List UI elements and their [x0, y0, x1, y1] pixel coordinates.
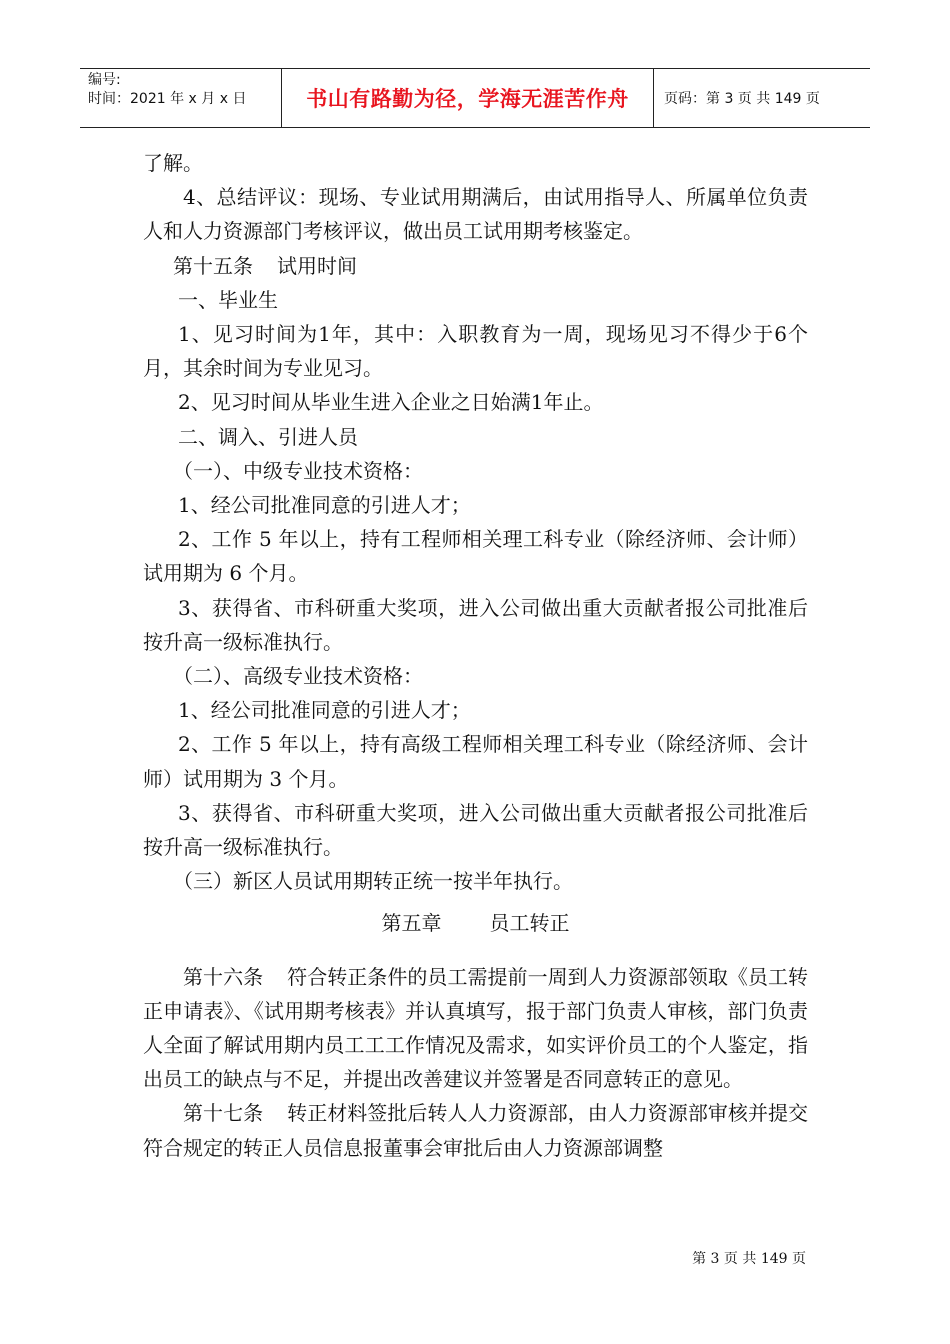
header-motto: 书山有路勤为径，学海无涯苦作舟 — [282, 69, 654, 127]
subsection-heading: （二）、高级专业技术资格： — [173, 664, 423, 689]
paragraph: 1、见习时间为1年，其中：入职教育为一周，现场见习不得少于6个月，其余时间为专业见习。 — [143, 322, 808, 381]
paragraph: 3、获得省、市科研重大奖项，进入公司做出重大贡献者报公司批准后按升高一级标准执行。 — [143, 800, 808, 860]
article-number: 第十五条 — [173, 253, 253, 278]
paragraph: （三）新区人员试用期转正统一按半年执行。 — [173, 869, 573, 894]
article-text: 符合转正条件的员工需提前一周到人力资源部领取《员工转正申请表》、《试用期考核表》并认真填写，报于部门负责人审核，部门负责人全面了解试用期内员工工工作情况及需求，如实评价员工的个人鉴定，指出员工的缺点与不足，并提出改善建议并签署是否同意转正的意见。 — [143, 964, 809, 1092]
paragraph: 2、工作 5 年以上，持有工程师相关理工科专业（除经济师、会计师）试用期为 6 个月。 — [143, 527, 808, 586]
article-paragraph — [143, 960, 808, 1097]
chapter-number: 第五章 — [381, 911, 442, 936]
header-page-number: 页码：第 3 页 共 149 页 — [664, 91, 820, 107]
page-header — [80, 68, 870, 128]
article-text: 转正材料签批后转人人力资源部，由人力资源部审核并提交符合规定的转正人员信息报董事会审批后由人力资源部调整 — [143, 1101, 809, 1160]
header-meta — [80, 69, 282, 127]
chapter-title — [143, 906, 808, 940]
paragraph: 了解。 — [143, 151, 203, 175]
chapter-name: 员工转正 — [489, 911, 570, 936]
serial-label: 编号: — [88, 72, 121, 88]
paragraph: 2、工作 5 年以上，持有高级工程师相关理工科专业（除经济师、会计师）试用期为 3 个月。 — [143, 732, 808, 791]
document-body — [143, 146, 808, 1165]
paragraph: 3、获得省、市科研重大奖项，进入公司做出重大贡献者报公司批准后按升高一级标准执行。 — [143, 595, 808, 654]
section-heading: 二、调入、引进人员 — [178, 424, 358, 449]
article-heading — [143, 249, 808, 283]
article-title: 试用时间 — [277, 253, 357, 278]
paragraph: 1、经公司批准同意的引进人才； — [178, 698, 471, 723]
article-paragraph — [143, 1096, 808, 1164]
paragraph: 4、总结评议：现场、专业试用期满后，由试用指导人、所属单位负责人和人力资源部门考核评议，做出员工试用期考核鉴定。 — [143, 185, 808, 244]
article-number: 第十六条 — [183, 964, 264, 989]
article-number: 第十七条 — [183, 1101, 264, 1126]
date-label: 时间：2021 年 x 月 x 日 — [88, 91, 247, 107]
subsection-heading: （一）、中级专业技术资格： — [173, 458, 423, 483]
paragraph: 2、见习时间从毕业生进入企业之日始满1年止。 — [178, 390, 604, 415]
page-footer: 第 3 页 共 149 页 — [692, 1251, 806, 1267]
paragraph: 1、经公司批准同意的引进人才； — [178, 493, 471, 518]
section-heading: 一、毕业生 — [178, 287, 278, 312]
